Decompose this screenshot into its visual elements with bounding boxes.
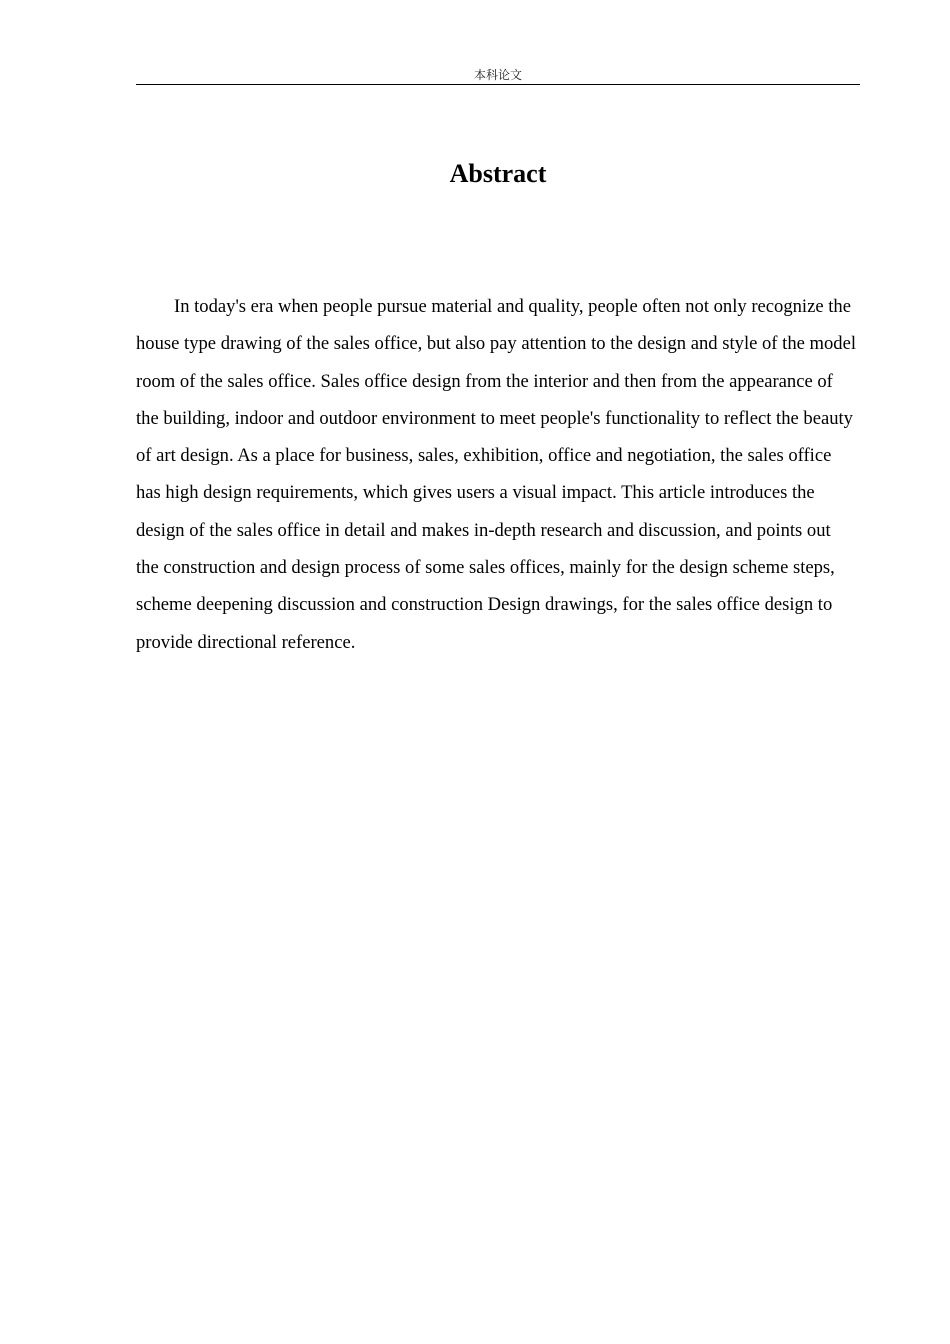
- header-text: 本科论文: [473, 68, 522, 82]
- page-header: [136, 64, 860, 85]
- abstract-title: Abstract: [449, 159, 547, 188]
- abstract-paragraph: In today's era when people pursue material and quality, people often not only recognize the house type drawing of the sales office, but also pay attention to the design and style of the model room of the sales office. Sales office design from the interior and then from the appearance of the building, indoor and outdoor environment to meet people's functionality to reflect the beauty of art design. As a place for business, sales, exhibition, office and negotiation, the sales office has high design requirements, which gives users a visual impact. This article introduces the design of the sales office in detail and makes in-depth research and discussion, and points out the construction and design process of some sales offices, mainly for the design scheme steps, scheme deepening discussion and construction Design drawings, for the sales office design to provide directional reference.: [136, 296, 856, 653]
